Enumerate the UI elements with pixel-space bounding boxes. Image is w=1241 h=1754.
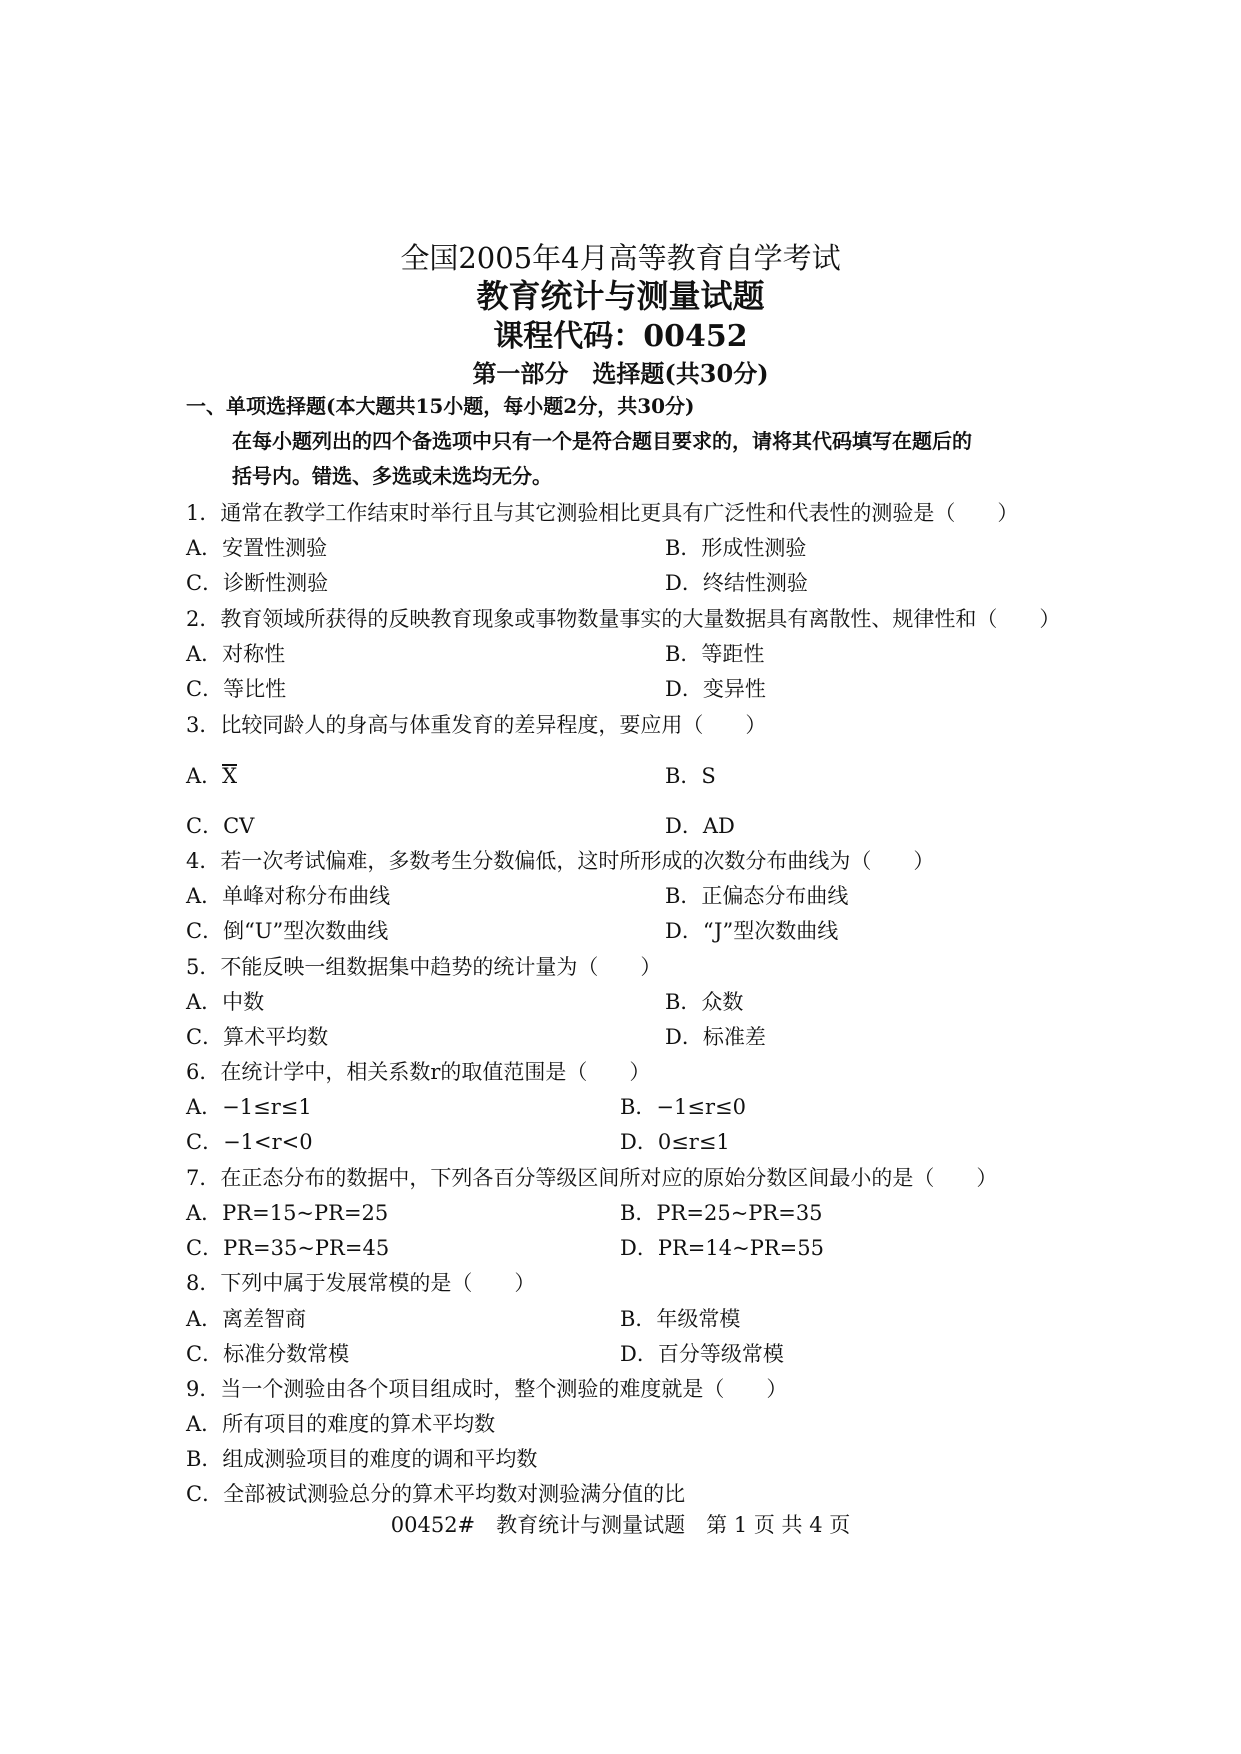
option-b: B．PR=25~PR=35 — [620, 1201, 823, 1225]
question-stem: 8．下列中属于发展常模的是（ ） — [186, 1271, 536, 1295]
section-instruction-1: 在每小题列出的四个备选项中只有一个是符合题目要求的，请将其代码填写在题后的 — [232, 429, 972, 453]
question-stem: 6．在统计学中，相关系数r的取值范围是（ ） — [186, 1060, 651, 1084]
option-d: D．AD — [665, 814, 735, 838]
option-a: A．对称性 — [186, 642, 286, 666]
option-d: D．标准差 — [665, 1025, 766, 1049]
option-c: C．等比性 — [186, 677, 287, 701]
exam-title: 全国2005年4月高等教育自学考试 — [400, 241, 841, 275]
option-a: A．离差智商 — [186, 1307, 307, 1331]
option-d: D．PR=14~PR=55 — [620, 1236, 824, 1260]
option-c: C．CV — [186, 814, 255, 838]
option-c: C．全部被试测验总分的算术平均数对测验满分值的比 — [186, 1482, 686, 1506]
option-a: A．中数 — [186, 990, 265, 1014]
mean-symbol: X — [222, 764, 238, 788]
option-a-prefix: A． — [186, 764, 223, 788]
page-footer: 00452# 教育统计与测量试题 第 1 页 共 4 页 — [390, 1513, 851, 1537]
option-b: B．组成测验项目的难度的调和平均数 — [186, 1447, 538, 1471]
option-d: D．0≤r≤1 — [620, 1130, 730, 1154]
option-c: C．算术平均数 — [186, 1025, 329, 1049]
section-title: 一、单项选择题(本大题共15小题，每小题2分，共30分) — [186, 394, 695, 418]
option-b: B．形成性测验 — [665, 536, 807, 560]
option-a: A．−1≤r≤1 — [186, 1095, 312, 1119]
option-a: A．所有项目的难度的算术平均数 — [186, 1412, 496, 1436]
subject-title: 教育统计与测量试题 — [476, 277, 765, 315]
option-c: C．标准分数常模 — [186, 1342, 350, 1366]
option-c: C．倒“U”型次数曲线 — [186, 919, 389, 943]
course-code: 课程代码：00452 — [493, 319, 748, 354]
option-a: A．单峰对称分布曲线 — [186, 884, 391, 908]
question-stem: 4．若一次考试偏难，多数考生分数偏低，这时所形成的次数分布曲线为（ ） — [186, 849, 935, 873]
option-d: D．“J”型次数曲线 — [665, 919, 839, 943]
question-stem: 5．不能反映一组数据集中趋势的统计量为（ ） — [186, 955, 662, 979]
question-stem: 1．通常在教学工作结束时举行且与其它测验相比更具有广泛性和代表性的测验是（ ） — [186, 501, 1019, 525]
option-c: C．−1<r<0 — [186, 1130, 313, 1154]
question-stem: 7．在正态分布的数据中，下列各百分等级区间所对应的原始分数区间最小的是（ ） — [186, 1166, 998, 1190]
question-stem: 3．比较同龄人的身高与体重发育的差异程度，要应用（ ） — [186, 713, 767, 737]
option-c: C．PR=35~PR=45 — [186, 1236, 390, 1260]
question-stem: 9．当一个测验由各个项目组成时，整个测验的难度就是（ ） — [186, 1377, 788, 1401]
option-b: B．正偏态分布曲线 — [665, 884, 849, 908]
option-b: B．等距性 — [665, 642, 765, 666]
section-instruction-2: 括号内。错选、多选或未选均无分。 — [232, 464, 552, 488]
option-c: C．诊断性测验 — [186, 571, 329, 595]
option-b: B．年级常模 — [620, 1307, 741, 1331]
option-b: B．S — [665, 764, 716, 788]
option-d: D．终结性测验 — [665, 571, 808, 595]
part-heading: 第一部分 选择题(共30分) — [472, 359, 769, 388]
option-a — [186, 763, 237, 789]
option-b: B．−1≤r≤0 — [620, 1095, 746, 1119]
option-a: A．安置性测验 — [186, 536, 328, 560]
option-d: D．百分等级常模 — [620, 1342, 784, 1366]
option-a: A．PR=15~PR=25 — [186, 1201, 389, 1225]
option-b: B．众数 — [665, 990, 744, 1014]
question-stem: 2．教育领域所获得的反映教育现象或事物数量事实的大量数据具有离散性、规律性和（ ） — [186, 607, 1061, 631]
option-d: D．变异性 — [665, 677, 766, 701]
